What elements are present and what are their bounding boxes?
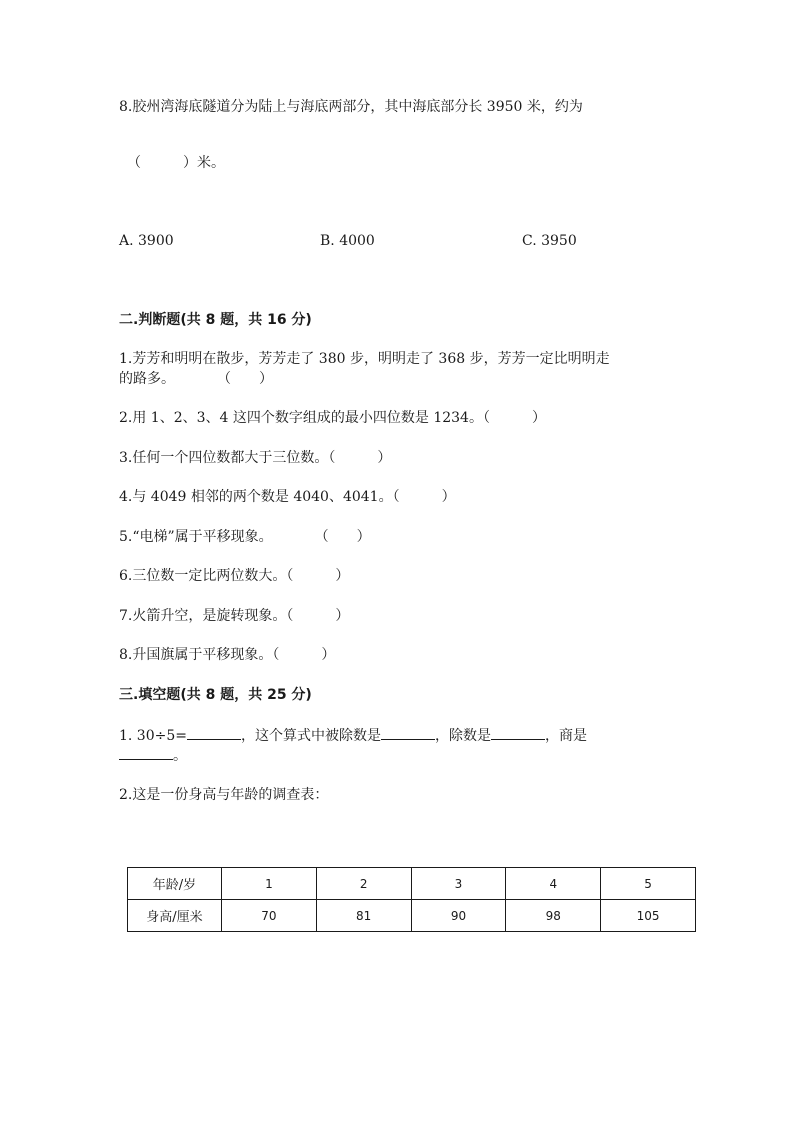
height-age-survey-table — [127, 867, 696, 932]
judgement-item-6: 6.三位数一定比两位数大。（ ） — [119, 568, 350, 584]
judgement-item-3: 3.任何一个四位数都大于三位数。（ ） — [119, 450, 392, 466]
judgement-item-7: 7.火箭升空，是旋转现象。（ ） — [119, 608, 350, 624]
fill-q1-part3: ，除数是 — [435, 728, 491, 744]
fill-q1-part4: ，商是 — [545, 728, 587, 744]
table-cell: 70 — [222, 900, 317, 932]
table-cell: 98 — [506, 900, 601, 932]
table-cell: 4 — [506, 868, 601, 900]
section-2-heading: 二.判断题(共 8 题，共 16 分) — [119, 312, 312, 328]
table-cell: 81 — [316, 900, 411, 932]
judgement-item-2: 2.用 1、2、3、4 这四个数字组成的最小四位数是 1234。（ ） — [119, 410, 546, 426]
option-a: A. 3900 — [119, 233, 174, 249]
judgement-item-1-line2: 的路多。 （ ） — [119, 371, 273, 387]
answer-blank-dividend[interactable] — [381, 725, 435, 740]
fill-question-1-line2 — [119, 745, 187, 766]
table-cell: 5 — [601, 868, 696, 900]
option-b: B. 4000 — [320, 233, 375, 249]
table-cell: 105 — [601, 900, 696, 932]
table-row — [128, 868, 696, 900]
table-cell: 3 — [411, 868, 506, 900]
option-c: C. 3950 — [522, 233, 577, 249]
table-row-label-age: 年龄/岁 — [128, 868, 222, 900]
judgement-item-4: 4.与 4049 相邻的两个数是 4040、4041。（ ） — [119, 489, 456, 505]
table-cell: 90 — [411, 900, 506, 932]
question-8-text-line1: 8.胶州湾海底隧道分为陆上与海底两部分，其中海底部分长 3950 米，约为 — [119, 99, 583, 115]
judgement-item-1-line1: 1.芳芳和明明在散步，芳芳走了 380 步，明明走了 368 步，芳芳一定比明明走 — [119, 351, 610, 367]
fill-question-2: 2.这是一份身高与年龄的调查表： — [119, 787, 329, 803]
fill-q1-end: 。 — [173, 748, 187, 764]
fill-question-1-line1 — [119, 725, 587, 746]
table-cell: 1 — [222, 868, 317, 900]
answer-blank-result[interactable] — [187, 725, 241, 740]
fill-q1-part2: ，这个算式中被除数是 — [241, 728, 381, 744]
section-3-heading: 三.填空题(共 8 题，共 25 分) — [119, 687, 312, 703]
judgement-item-5: 5.“电梯”属于平移现象。 （ ） — [119, 529, 371, 545]
fill-q1-part1: 1. 30÷5= — [119, 728, 187, 744]
table-row — [128, 900, 696, 932]
table-cell: 2 — [316, 868, 411, 900]
judgement-item-8: 8.升国旗属于平移现象。（ ） — [119, 647, 336, 663]
table-row-label-height: 身高/厘米 — [128, 900, 222, 932]
question-8-text-line2: （ ）米。 — [127, 155, 225, 171]
answer-blank-quotient[interactable] — [119, 745, 173, 760]
answer-blank-divisor[interactable] — [491, 725, 545, 740]
